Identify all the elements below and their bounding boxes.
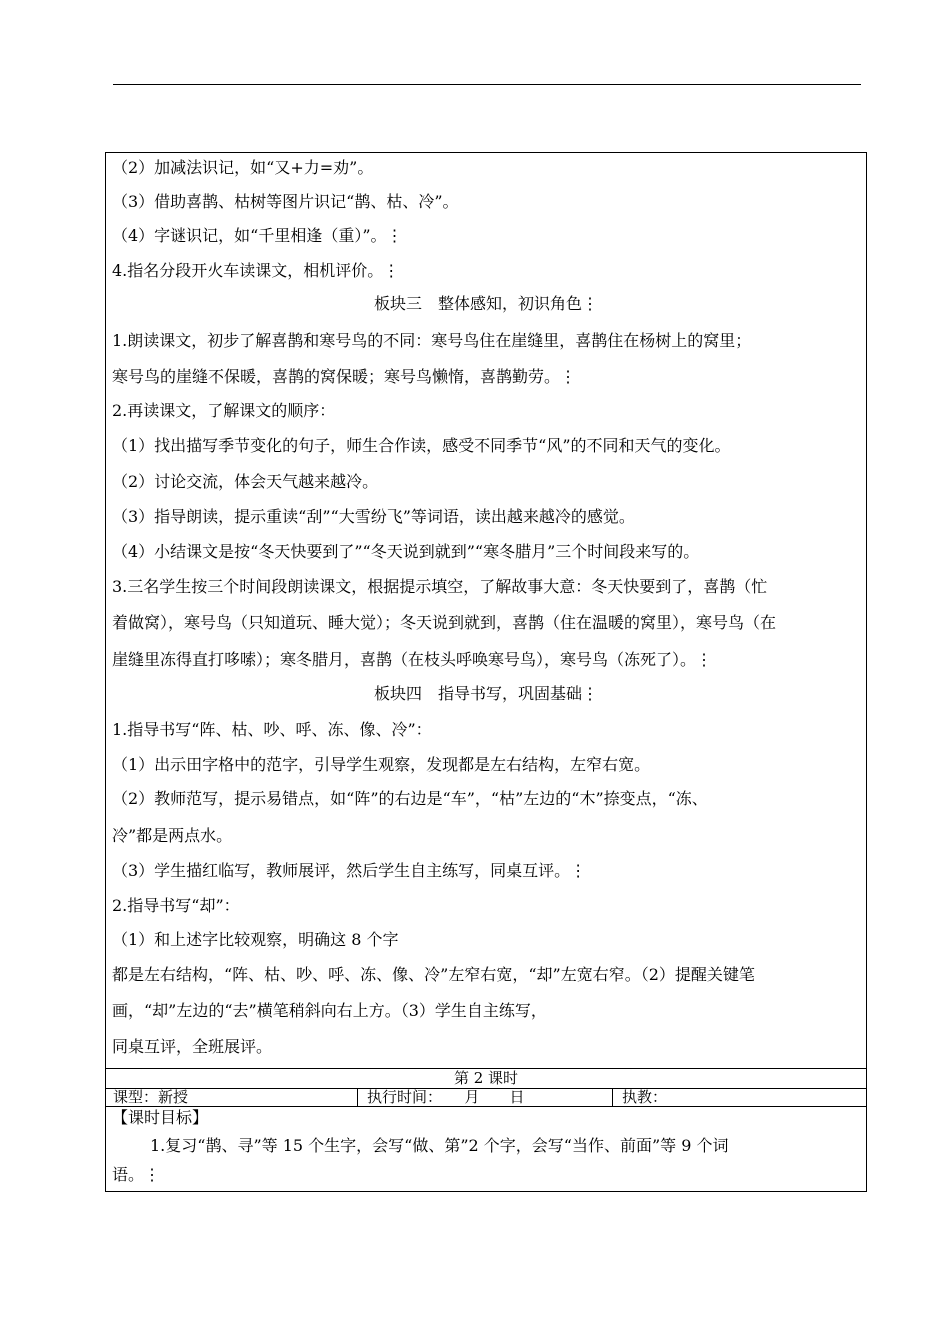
teacher: 执教： xyxy=(622,1088,668,1106)
text-line: 3.三名学生按三个时间段朗读课文，根据提示填空，了解故事大意：冬天快要到了，喜鹊（忙 xyxy=(112,577,768,596)
text-line: （2）教师范写，提示易错点，如“阵”的右边是“车”，“枯”左边的“木”捺变点，“冻、 xyxy=(112,789,708,808)
text-line: 同桌互评，全班展评。 xyxy=(112,1037,273,1056)
cell-divider xyxy=(357,1088,358,1106)
text-line: 1.指导书写“阵、枯、吵、呼、冻、像、冷”： xyxy=(112,720,432,739)
text-line: 4.指名分段开火车读课文，相机评价。⋮ xyxy=(112,261,400,280)
lesson-type: 课型：新授 xyxy=(113,1088,189,1106)
text-line: 寒号鸟的崖缝不保暖，喜鹊的窝保暖；寒号鸟懒惰，喜鹊勤劳。⋮ xyxy=(112,367,577,386)
goal-line: 语。⋮ xyxy=(112,1165,161,1184)
lesson-header: 第 2 课时 xyxy=(453,1069,519,1087)
cell-divider xyxy=(612,1088,613,1106)
text-line: 1.朗读课文，初步了解喜鹊和寒号鸟的不同：寒号鸟住在崖缝里，喜鹊住在杨树上的窝里； xyxy=(112,331,752,350)
text-line: 崖缝里冻得直打哆嗦）；寒冬腊月，喜鹊（在枝头呼唤寒号鸟），寒号鸟（冻死了）。⋮ xyxy=(112,650,713,669)
section-heading: 板块四 指导书写，巩固基础⋮ xyxy=(373,684,598,703)
text-line: 2.再读课文，了解课文的顺序： xyxy=(112,401,336,420)
header-rule xyxy=(113,84,861,85)
text-line: 2.指导书写“却”： xyxy=(112,896,240,915)
goal-title: 【课时目标】 xyxy=(112,1108,209,1127)
text-line: （1）出示田字格中的范字，引导学生观察，发现都是左右结构，左窄右宽。 xyxy=(112,755,651,774)
text-line: （3）指导朗读，提示重读“刮”“大雪纷飞”等词语，读出越来越冷的感觉。 xyxy=(112,507,635,526)
text-line: （1）找出描写季节变化的句子，师生合作读，感受不同季节“风”的不同和天气的变化。 xyxy=(112,436,731,455)
table-rule xyxy=(105,1106,867,1107)
text-line: （2）讨论交流，体会天气越来越冷。 xyxy=(112,472,379,491)
text-line: 着做窝），寒号鸟（只知道玩、睡大觉）；冬天说到就到，喜鹊（住在温暖的窝里），寒号鸟（在 xyxy=(112,613,777,632)
section-heading: 板块三 整体感知，初识角色⋮ xyxy=(373,294,598,313)
text-line: （2）加减法识记，如“又+力=劝”。 xyxy=(112,158,374,177)
text-line: 画，“却”左边的“去”横笔稍斜向右上方。（3）学生自主练写， xyxy=(112,1001,547,1020)
text-line: （1）和上述字比较观察，明确这 8 个字 xyxy=(112,930,399,949)
text-line: （4）小结课文是按“冬天快要到了”“冬天说到就到”“寒冬腊月”三个时间段来写的。 xyxy=(112,542,700,561)
text-line: （3）借助喜鹊、枯树等图片识记“鹊、枯、冷”。 xyxy=(112,192,459,211)
text-line: 冷”都是两点水。 xyxy=(112,826,233,845)
text-line: 都是左右结构，“阵、枯、吵、呼、冻、像、冷”左窄右宽，“却”左宽右窄。（2）提醒关键笔 xyxy=(112,965,755,984)
text-line: （4）字谜识记，如“千里相逢（重）”。⋮ xyxy=(112,226,403,245)
goal-line: 1.复习“鹊、寻”等 15 个生字，会写“做、第”2 个字，会写“当作、前面”等 9 个词 xyxy=(150,1136,729,1155)
text-line: （3）学生描红临写，教师展评，然后学生自主练写，同桌互评。⋮ xyxy=(112,861,587,880)
execution-time: 执行时间： 月 日 xyxy=(367,1088,525,1106)
